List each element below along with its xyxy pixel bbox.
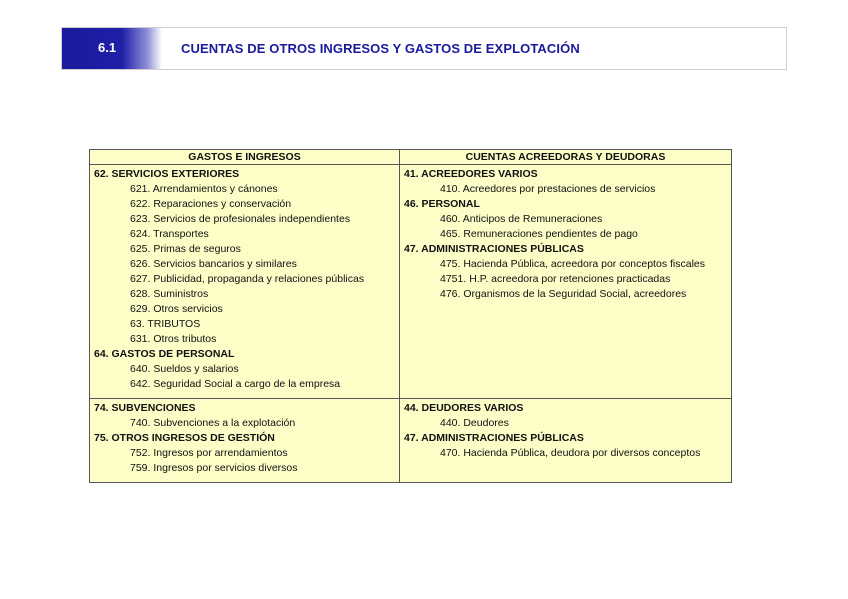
account-group-heading: 46. PERSONAL	[404, 198, 480, 210]
section-header	[61, 27, 787, 70]
section-number: 6.1	[98, 40, 117, 55]
account-item: 626. Servicios bancarios y similares	[130, 258, 297, 270]
table-row	[90, 399, 732, 483]
account-item: 621. Arrendamientos y cánones	[130, 183, 278, 195]
right-cell-list	[400, 165, 731, 308]
table-cell	[400, 399, 732, 483]
account-item: 475. Hacienda Pública, acreedora por conceptos fiscales	[440, 258, 705, 270]
section-badge	[62, 28, 162, 69]
table-cell	[90, 399, 400, 483]
account-group-heading: 74. SUBVENCIONES	[94, 402, 196, 414]
account-item: 470. Hacienda Pública, deudora por diversos conceptos	[440, 447, 701, 459]
account-item: 640. Sueldos y salarios	[130, 363, 239, 375]
account-group-heading: 47. ADMINISTRACIONES PÚBLICAS	[404, 243, 584, 255]
page-title: CUENTAS DE OTROS INGRESOS Y GASTOS DE EXPLOTACIÓN	[181, 41, 580, 56]
account-item: 740. Subvenciones a la explotación	[130, 417, 296, 429]
table-row	[90, 165, 732, 399]
account-item: 622. Reparaciones y conservación	[130, 198, 292, 210]
right-cell-list	[400, 399, 731, 467]
account-group-heading: 41. ACREEDORES VARIOS	[404, 168, 538, 180]
account-item: 627. Publicidad, propaganda y relaciones públicas	[130, 273, 365, 285]
account-item: 628. Suministros	[130, 288, 209, 300]
account-item: 631. Otros tributos	[130, 333, 217, 345]
account-group-heading: 47. ADMINISTRACIONES PÚBLICAS	[404, 432, 584, 444]
account-item: 465. Remuneraciones pendientes de pago	[440, 228, 638, 240]
account-item: 642. Seguridad Social a cargo de la empresa	[130, 378, 341, 390]
column-header-cuentas-acreedoras-deudoras: CUENTAS ACREEDORAS Y DEUDORAS	[400, 150, 732, 165]
account-item: 629. Otros servicios	[130, 303, 223, 315]
accounts-table	[89, 149, 732, 483]
account-item: 624. Transportes	[130, 228, 209, 240]
account-item: 4751. H.P. acreedora por retenciones practicadas	[440, 273, 671, 285]
account-item: 752. Ingresos por arrendamientos	[130, 447, 288, 459]
account-item: 460. Anticipos de Remuneraciones	[440, 213, 603, 225]
account-group-heading: 44. DEUDORES VARIOS	[404, 402, 524, 414]
table-cell	[400, 165, 732, 399]
account-item: 625. Primas de seguros	[130, 243, 241, 255]
account-item: 63. TRIBUTOS	[130, 318, 201, 330]
account-item: 440. Deudores	[440, 417, 509, 429]
account-item: 410. Acreedores por prestaciones de servicios	[440, 183, 656, 195]
account-item: 476. Organismos de la Seguridad Social, acreedores	[440, 288, 687, 300]
account-item: 623. Servicios de profesionales independientes	[130, 213, 351, 225]
account-item: 759. Ingresos por servicios diversos	[130, 462, 298, 474]
column-header-gastos-ingresos: GASTOS E INGRESOS	[90, 150, 400, 165]
left-cell-list	[90, 399, 399, 482]
table-cell	[90, 165, 400, 399]
account-group-heading: 64. GASTOS DE PERSONAL	[94, 348, 235, 360]
account-group-heading: 62. SERVICIOS EXTERIORES	[94, 168, 240, 180]
account-group-heading: 75. OTROS INGRESOS DE GESTIÓN	[94, 432, 275, 444]
left-cell-list	[90, 165, 399, 398]
table-header-row	[90, 150, 732, 165]
